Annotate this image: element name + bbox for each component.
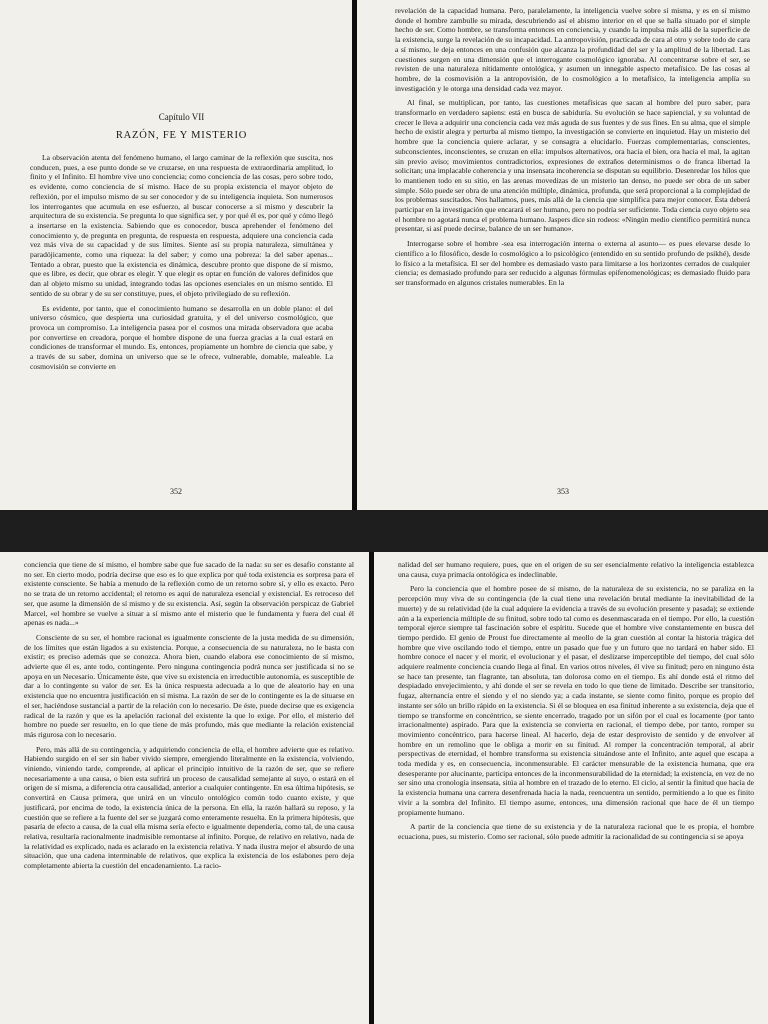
chapter-label: Capítulo VII <box>158 112 205 122</box>
paragraph: nalidad del ser humano requiere, pues, que en el origen de su ser esencialmente relativo la inteligencia establezca una causa, cuya primacía ontológica es indeclinable. <box>398 560 754 579</box>
paragraph: A partir de la conciencia que tiene de su existencia y de la naturaleza racional que le es propia, el hombre ecuaciona, pues, su misterio. Como ser racional, sólo puede admitir la racionalidad de su contingencia si se apoya <box>398 822 754 841</box>
book-page-352 <box>0 0 355 510</box>
book-page-353 <box>357 0 768 510</box>
paragraph: Es evidente, por tanto, que el conocimiento humano se desarrolla en un doble plano: el del universo cósmico, que despierta una curiosidad gratuita, y el del universo cosmológico, que provoca un compromiso. La inteligencia pasea por el cosmos una mirada observadora que acaba por convertirse en creadora, porque el hombre dispone de una fuerza gracias a la cual estará en condiciones de transformar el mundo. Es, entonces, propiamente un hombre de ciencia que sabe, y a través de su saber, domina un universo que se le ofrece, vulnerable, domable, maleable. La cosmovisión se convierte en <box>30 303 333 371</box>
paragraph: Consciente de su ser, el hombre racional es igualmente consciente de la justa medida de su dimensión, de los límites que están ligados a su existencia. Porque, a consecuencia de su naturaleza, no le basta con existir; es preciso además que se conozca. Ahora bien, cuando elabora ese conocimiento de sí mismo, advierte que él es, ante todo, contingente. Pero ninguna contingencia podrá nunca ser justificada si no se apoya en un Necesario. Únicamente éste, que vive su existencia en irreductible autonomía, es susceptible de dar a lo contingente su valor de ser. Es la única respuesta adecuada a lo que de aleatorio hay en una existencia que no encuentra justificación en sí misma. La razón de ser de lo contingente es la de situarse en el ser, haciéndose sustancial a partir de la relación con lo necesario. De éste, puede decirse que es exigencia radical de la razón y que es la apelación racional del existente la que lo exige. Por ello, el misterio del hombre no puede ser resuelto, en lo que tiene de más profundo, más que mediante la relación existencial más rigurosa con lo necesario. <box>24 632 354 739</box>
paragraph: Pero, más allá de su contingencia, y adquiriendo conciencia de ella, el hombre advierte que es relativo. Habiendo surgido en el ser sin haber vivido siempre, emergiendo literalmente en la existencia, volviendo, viniendo, viniendo tarde, comprende, al aplicar el principio intuitivo de la razón de ser, que se refiere necesariamente a una causa, o bien esta sufrirá un proceso de causalidad semejante al suyo, o estará en el origen de sí misma, a diferencia otra causalidad, anterior a cualquier contingente. En esa última hipótesis, se convertirá en Causa primera, que unirá en un vínculo ontológico común todo cuanto existe, y que justificará, por encima de todo, la existencia única de la persona. En ella, la razón hallará su reposo, y la cuestión que se refiere a la fuente del ser se juzgará como enteramente resuelta. En la primera hipótesis, que pasaría de efecto a causa, de la cual ella misma sería efecto e igualmente dependería, como tal, de una causa relativa, resultaría racionalmente inadmisible remontarse al infinito. Porque, de relativo en relativo, nada de la relatividad es explicado, nada es aclarado en la existencia relativa. Y nada ilustra mejor el absurdo de una situación, que una cadena interminable de relativos, que explica la existencia de los eslabones pero deja completamente abierta la cuestión del encadenamiento. La racio- <box>24 744 354 871</box>
page-number: 352 <box>170 487 182 496</box>
paragraph: Al final, se multiplican, por tanto, las cuestiones metafísicas que sacan al hombre del puro saber, para transformarlo en verdadero sapiens: está en busca de sabiduría. Su evolución se hace sapiencial, y su voluntad de crecer le lleva a adquirir una conciencia cada vez más aguda de sus fuentes y de sus fines. En su alma, que el simple hecho de existir alegra y perturba al mismo tiempo, la investigación se convierte en inquietud. Hay un misterio del hombre que la conciencia quiere aclarar, y se consagra a elucidarlo. Fuerzas complementarias, conscientes, subconscientes, inconscientes, se cruzan en ella: impulsos alternativos, ora hacia el bien, ora hacia el mal, la agitan sin previo aviso; movimientos contradictorios, expresiones de extraños determinismos o de franca libertad la solicitan; una implacable coherencia y una insensata incoherencia se disputan su equilibrio. Desenredar los hilos que lo mantienen todo en su sitio, en las arenas movedizas de un misterio tan denso, no puede ser obra de un saber simple. Sólo puede ser obra de una atención múltiple, dinámica, profunda, que será proporcional a la complejidad de los problemas suscitados. Nos hallamos, pues, más allá de la ciencia que simplifica para mejor conocer. Ésta deberá participar en la investigación que encarará el ser humano, pero no podría ser suficiente. Toda ciencia cuyo objeto sea el hombre no agotará nunca el problema humano. Jaspers dice sin rodeos: «Ningún medio científico permitirá nunca presentar, si así puede decirse, balance de un ser humano». <box>395 98 750 234</box>
paragraph: Interrogarse sobre el hombre -sea esa interrogación interna o externa al asunto— es pues elevarse desde lo científico a lo filosófico, desde lo cosmológico a lo psicológico (entendido en su sentido profundo de psikhé), desde lo físico a la metafísica. El ser del hombre es demasiado vasto para limitarse a los horizontes cerrados de cualquier ciencia; es demasiado profundo para ser reducido a algunas fórmulas epifenomenológicas; es demasiado fluido para ser transformado en algunos cristales numerables. En la <box>395 239 750 287</box>
book-page-lower-right <box>374 552 768 1024</box>
scan-background <box>0 510 768 552</box>
book-page-lower-left <box>0 552 372 1024</box>
paragraph: conciencia que tiene de sí mismo, el hombre sabe que fue sacado de la nada: su ser es desafío constante al no ser. En cierto modo, podría decirse que eso es lo que explica por qué toda existencia es sorpresa para el existente consciente. Se había a menudo de la reflexión como de un retorno sobre sí, y ello es exacto. Pero no se trata de un retorno accidental; el retorno es aquí de naturaleza esencial y existencial. Es retroceso del ser, que asume la dimensión de sí mismo y de su existencia. Así, según la observación perspicaz de Gabriel Marcel, «el hombre se vuelve a situar a sí mismo ante el misterio que le fundamenta y fuera del cual él apenas es nada...» <box>24 560 354 628</box>
page-number: 353 <box>557 487 569 496</box>
paragraph: revelación de la capacidad humana. Pero, paralelamente, la inteligencia vuelve sobre sí misma, y es en sí mismo donde el hombre zambulle su mirada, descubriendo así el abismo interior en el que se halla situado por el simple hecho de ser. Como hombre, se transforma entonces en conciencia, y cuando la impulsa más allá de la superficie de la existencia, surge la revelación de su incapacidad. La antropovisión, practicada de cara al otro y sobre todo de cara a sí mismo, le deja entonces en una confusión que alcanza la profundidad del ser y la amplitud de la libertad. Las cuestiones surgen en una dimensión que el interrogante cosmológico ignoraba. Al concentrarse sobre el ser, se revisten de una naturaleza nítidamente ontológica, y asumen un innegable aspecto metafísico. De las cosas al hombre, de la cosmovisión a la antropovisión, de lo cosmológico a lo metafísico, la inteligencia amplía su investigación y le otorga una densidad cada vez mayor. <box>395 6 750 93</box>
chapter-title: RAZÓN, FE Y MISTERIO <box>115 130 248 141</box>
paragraph: La observación atenta del fenómeno humano, el largo caminar de la reflexión que suscita, nos conducen, pues, a ese punto donde se ve cruzarse, en una respuesta de extraordinaria amplitud, lo finito y el Infinito. El hombre vive uno conciencia; como conciencia de las cosas, pero sobre todo, es evidente, como conciencia de sí mismo. Hace de su propia existencia el mayor objeto de reflexión, por el impulso mismo de su ser conocedor y de su inteligencia inquieta. Son numerosos los interrogantes que acumula en ese esfuerzo, al buscar conocerse a sí mismo y descubrir la arquitectura de su existencia. Se pregunta lo que significa ser, y por qué él es, por qué y cómo llegó a insertarse en la existencia. Sabiendo que es conocedor, busca aprehender el fenómeno del conocimiento y, de pregunta en pregunta, de respuesta en respuesta, adquiere una conciencia cada vez más viva de su capacidad y de sus límites. Siente así su propia naturaleza, simultánea y paradójicamente, como una riqueza: la del saber; y como una pobreza: la del saber apenas... Tentado a obrar, puesto que la existencia es dinámica, descubre pronto que dispone de sí mismo, que es libre, es decir, que obrar es elegir. Y que elegir es optar en función de valores definidos que dan al objeto mismo su unidad, integrando todas las opciones esenciales en un mismo sentido. El sentido de su obrar y de su ser constituye, pues, el objeto privilegiado de su reflexión. <box>30 153 333 298</box>
paragraph: Pero la conciencia que el hombre posee de sí mismo, de la naturaleza de su existencia, no se paraliza en la percepción muy viva de su contingencia (de la cual tiene una revelación brutal mediante la inevitabilidad de la muerte) y de su relatividad (de la cual adquiere la evidencia a través de su evolución presente y pasada); se extiende aún a la experiencia múltiple de su finitud, sobre todo tal como es desenmascarada en el tiempo. Por ello, la cuestión temporal ejerce siempre tal fascinación sobre el espíritu. Sucede que el hombre vive constantemente en busca del tiempo perdido. El genio de Proust fue directamente al meollo de la gran cuestión al contar la historia trágica del hombre que vive oscilando todo el tiempo, entre un pasado que fue y un futuro que no tardará en haber sido. El hombre conoce el nacer y el morir, el evolucionar y el pasar, el deslizarse imperceptible del tiempo, del cual sólo adquiere realmente conciencia cuando llega al final. En varios otros niveles, él vive su finitud; pero en ninguno ésta se hace tan presente, tan flagrante, tan absoluta, tan dolorosa como en el tiempo. Es ahí donde está el ritmo del despiadado envejecimiento, y ahí donde el ser se revela en todo lo que tiene de limitado. Describe ser transitorio, fugaz, alternancia entre el siendo y el no siendo ya; a cada instante, se siente como finito, porque es propio del instante ser sólo un brillo rápido en la existencia. Si él se bloquea en esa finitud inherente a su existencia, deja que el tiempo se transforme en concéntrico, se siente encerrado, tragado por un sifón por el cual es locamente (por tanto irracionalmente) aspirado. Para que la existencia se convierta en racional, el tiempo debe, por tanto, romper su movimiento concéntrico, para hacerse lineal. Al hacerlo, deja de estar desprovisto de sentido y de envolver al hombre en un remolino que le obliga a morir en su finitud. Al romper la concentración temporal, al abrir perspectivas de eternidad, el hombre transforma su existencia situándose ante el Infinito, ante aquel que escapa a toda medida y es, en consecuencia, inconmensurable. El carácter mensurable de la existencia humana, que era desesperante por alucinante, participa entonces de la inconmensurabilidad de la eternidad; la existencia, en vez de no ser sino una cronología insensata, sitúa al hombre en el trazado de lo eterno. El ciclo, al sentir la finitud que hacía de la existencia humana una carrera desenfrenada hacia la nada, reencuentra un sentido, permitiendo a lo que es finito vivir a la sombra del Infinito. El tiempo asume, entonces, una dimensión racional que hace de él un tiempo propiamente humano. <box>398 584 754 817</box>
